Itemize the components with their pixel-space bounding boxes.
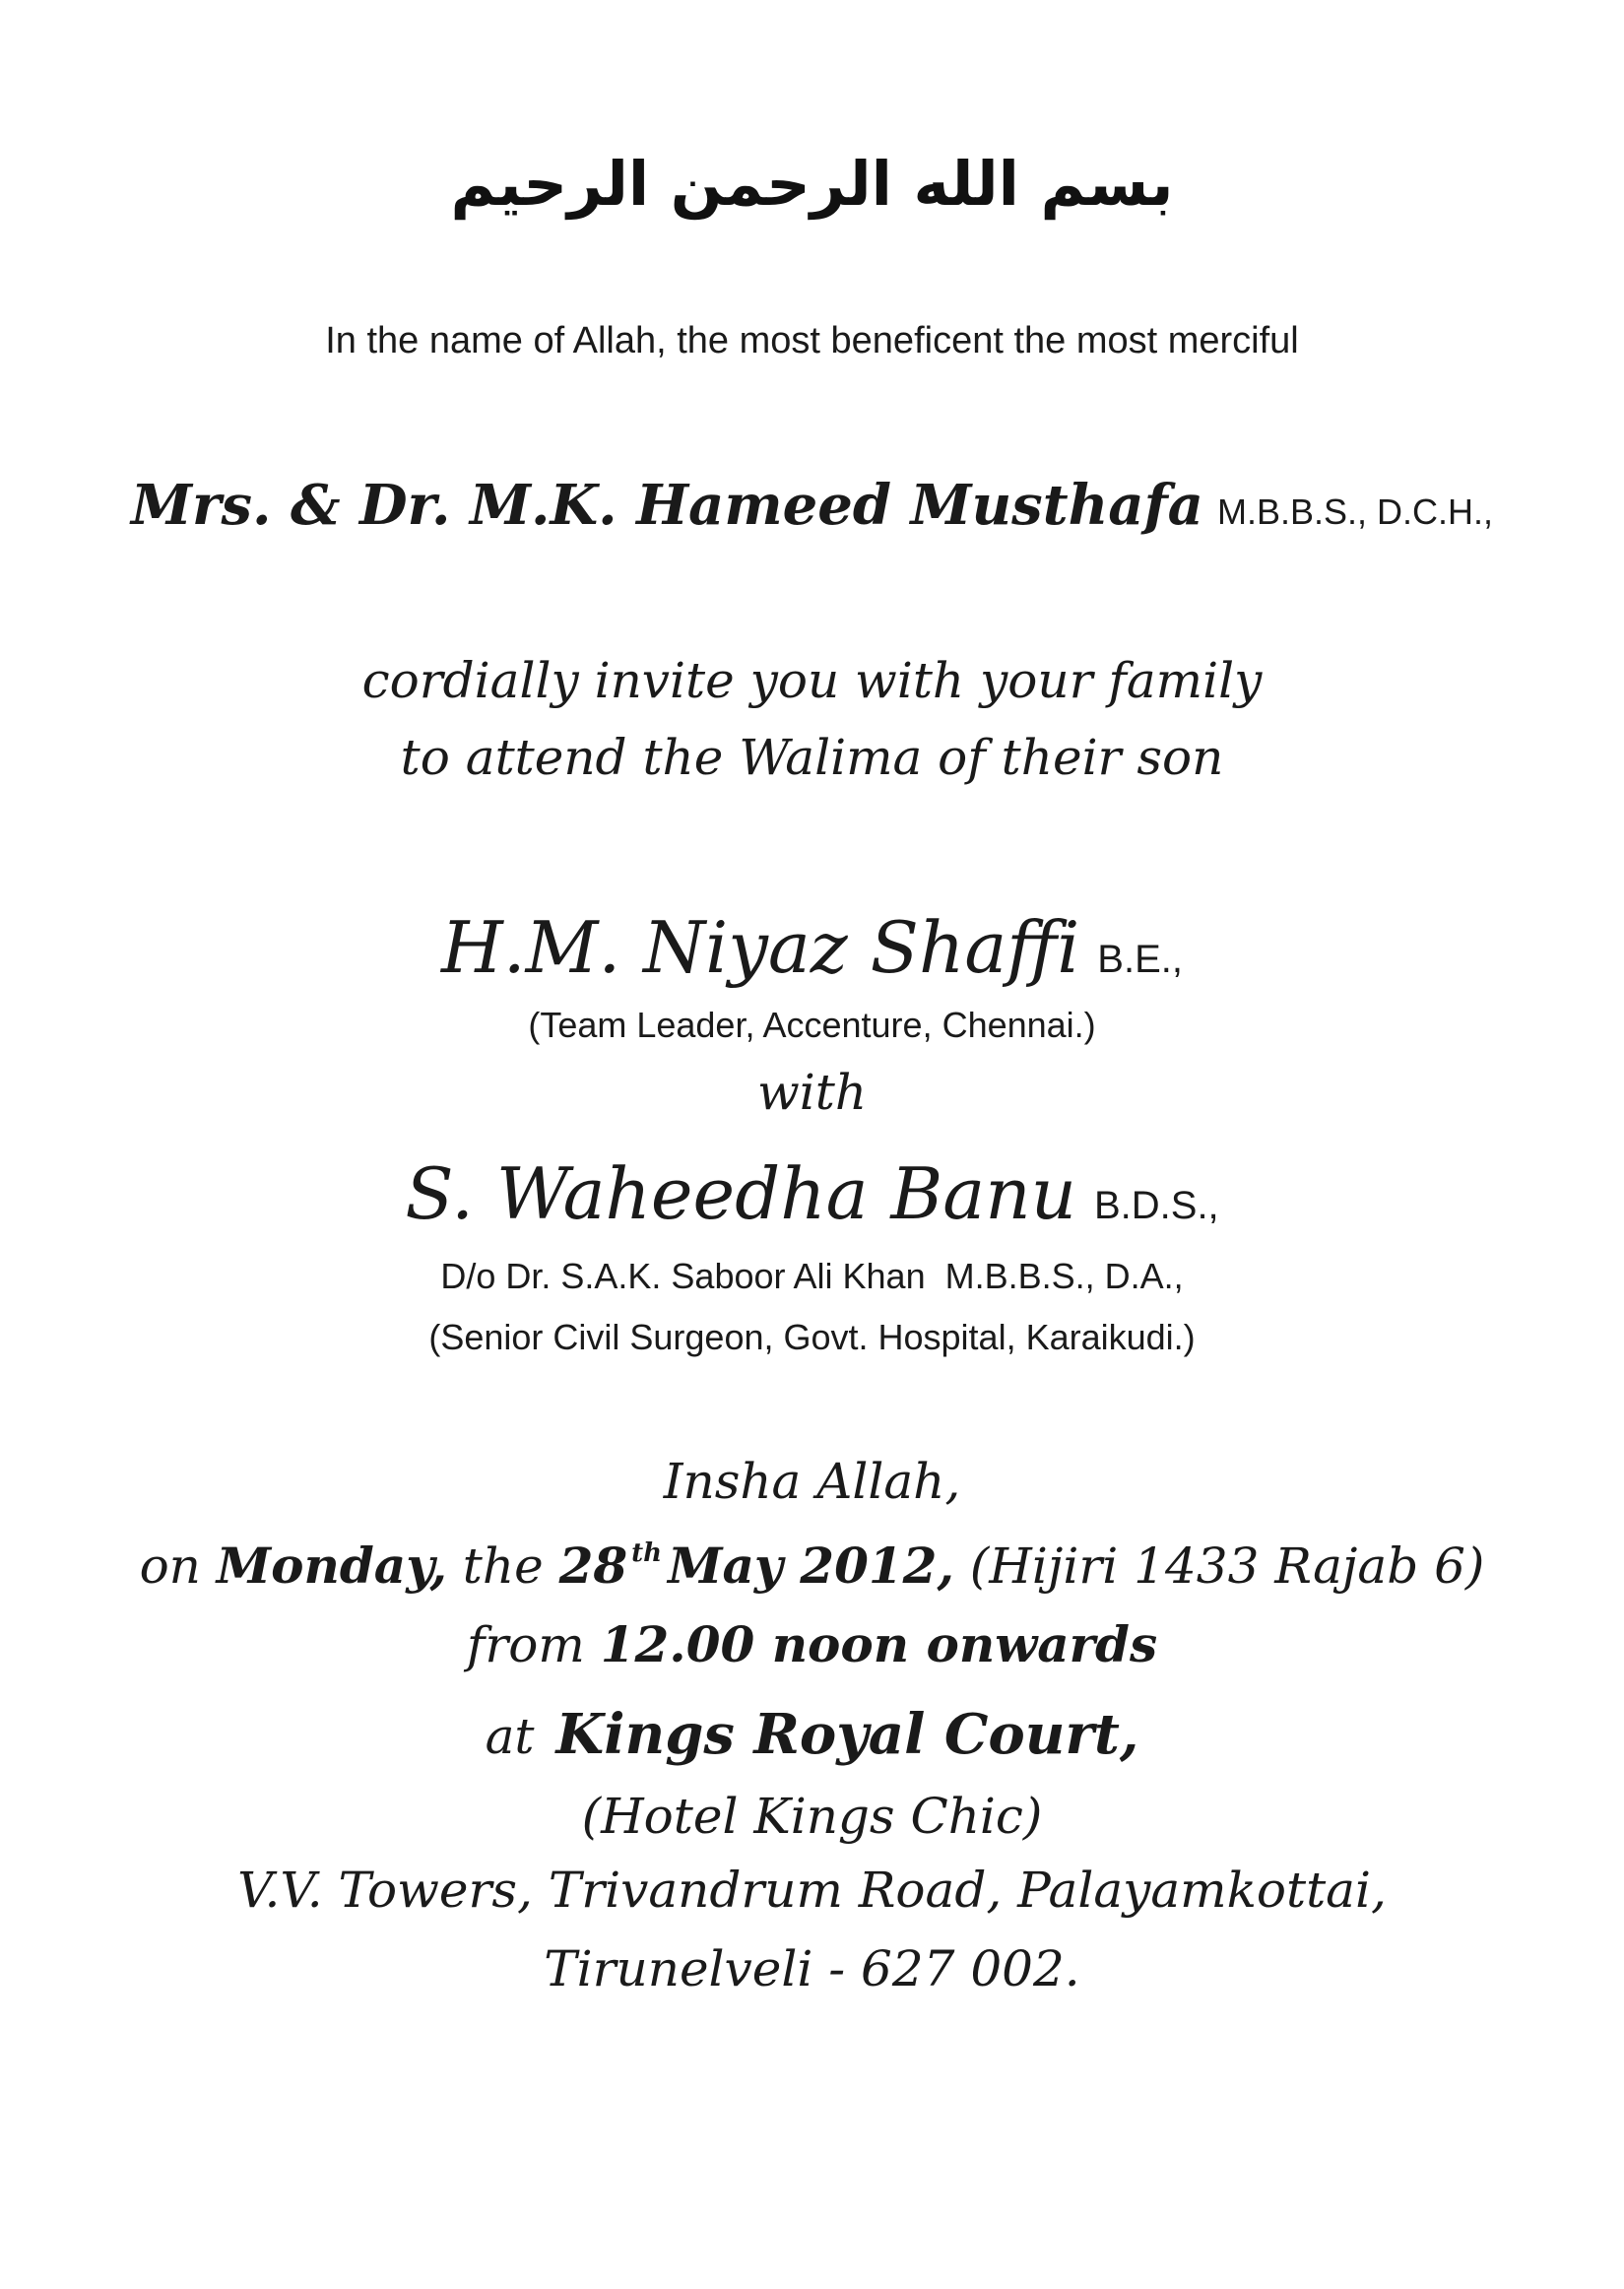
event-address: V.V. Towers, Trivandrum Road, Palayamkottai,	[237, 1862, 1387, 1919]
event-date-number: 28	[558, 1537, 628, 1595]
connector-with: with	[756, 1064, 868, 1121]
event-venue: Kings Royal Court,	[555, 1702, 1139, 1767]
bride-name: S. Waheedha Banu	[405, 1152, 1076, 1235]
groom-qualification: B.E.,	[1097, 938, 1183, 981]
hosts-line	[0, 473, 1624, 538]
groom-name: H.M. Niyaz Shaffi	[441, 906, 1080, 989]
bismillah-text: بسم الله الرحمن الرحيم	[450, 148, 1174, 220]
time-from: from	[466, 1616, 585, 1673]
invitation-line-2: to attend the Walima of their son	[400, 729, 1224, 786]
groom-line	[0, 906, 1624, 989]
invitation-line-1: cordially invite you with your family	[361, 652, 1263, 709]
event-city: Tirunelveli - 627 002.	[544, 1940, 1080, 1997]
bride-parent-position: (Senior Civil Surgeon, Govt. Hospital, Karaikudi.)	[428, 1317, 1196, 1357]
event-venue-line	[0, 1702, 1624, 1767]
bismillah-calligraphy	[0, 148, 1624, 220]
event-day: Monday,	[216, 1537, 447, 1595]
bride-line	[0, 1152, 1624, 1235]
event-hotel: (Hotel Kings Chic)	[581, 1788, 1043, 1845]
bismillah-translation: In the name of Allah, the most beneficent the most merciful	[325, 320, 1299, 361]
event-time-line	[0, 1615, 1624, 1673]
hosts-qualifications: M.B.B.S., D.C.H.,	[1216, 491, 1493, 532]
event-month-year: May 2012,	[668, 1537, 954, 1595]
date-on: on	[139, 1537, 201, 1595]
groom-position: (Team Leader, Accenture, Chennai.)	[528, 1005, 1096, 1045]
event-date-suffix: th	[631, 1538, 663, 1568]
date-the: the	[462, 1537, 544, 1595]
bride-qualification: B.D.S.,	[1093, 1184, 1219, 1227]
event-hijri-date: (Hijiri 1433 Rajab 6)	[969, 1537, 1485, 1595]
bride-parent: D/o Dr. S.A.K. Saboor Ali Khan M.B.B.S., D.A.,	[440, 1256, 1184, 1296]
event-time: 12.00 noon onwards	[600, 1615, 1158, 1673]
event-date-line	[0, 1537, 1624, 1595]
venue-at: at	[485, 1708, 535, 1765]
hosts-names: Mrs. & Dr. M.K. Hameed Musthafa	[130, 473, 1203, 538]
insha-allah: Insha Allah,	[663, 1453, 961, 1510]
